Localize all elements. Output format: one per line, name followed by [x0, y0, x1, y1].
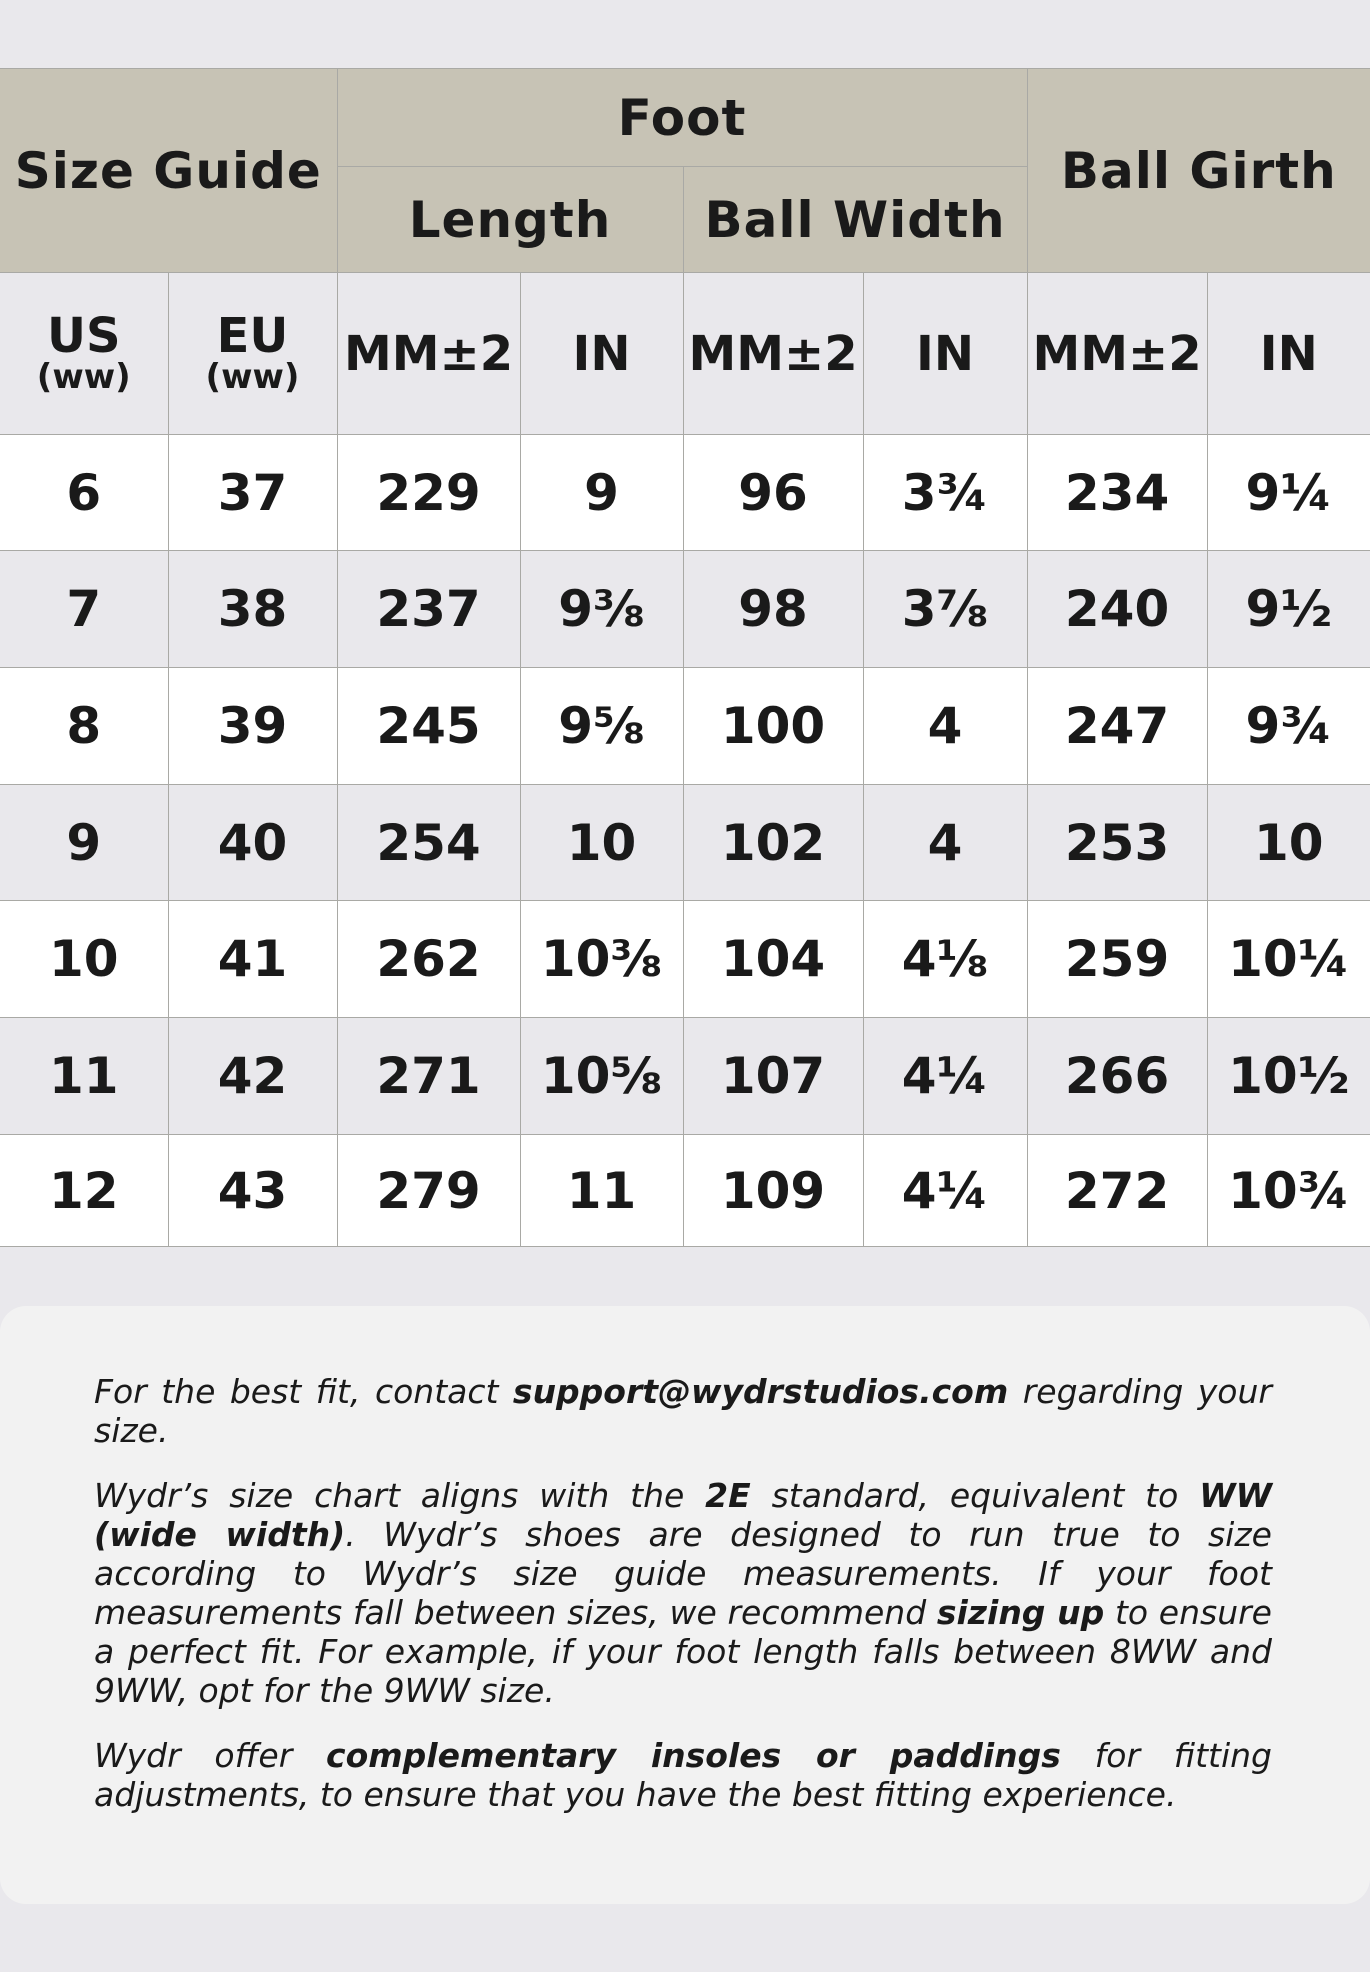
table-row — [0, 668, 1370, 785]
length-in-cell: 9⅜ — [520, 551, 683, 668]
width-in-cell: 3¾ — [863, 435, 1027, 551]
girth-mm-cell: 253 — [1027, 785, 1207, 901]
girth-in-cell: 10¼ — [1207, 901, 1370, 1018]
girth-mm-cell: 266 — [1027, 1018, 1207, 1135]
width-in-cell: 4 — [863, 668, 1027, 785]
us-size-cell: 7 — [0, 551, 168, 668]
girth-in-cell: 9¾ — [1207, 668, 1370, 785]
length-in-cell: 9 — [520, 435, 683, 551]
note-text: standard, equivalent to — [750, 1476, 1200, 1515]
width-mm-header: MM±2 — [683, 273, 863, 435]
length-mm-cell: 262 — [337, 901, 520, 1018]
note-text: to ensure a perfect fit. For example, if your foot length falls between 8WW and 9WW, opt for the 9WW size. — [94, 1593, 1272, 1710]
girth-mm-cell: 247 — [1027, 668, 1207, 785]
note-text: Wydr offer — [94, 1736, 327, 1775]
table-row — [0, 785, 1370, 901]
width-mm-cell: 109 — [683, 1135, 863, 1247]
support-email-link[interactable]: support@wydrstudios.com — [512, 1372, 1009, 1411]
us-ww-label: (ww) — [36, 356, 131, 397]
fit-notes — [94, 1372, 1272, 1840]
note-text: . Wydr’s shoes are designed to run true to size according to Wydr’s size guide measurements. If your foot measurements fall between sizes, we recommend — [94, 1515, 1272, 1632]
eu-size-cell: 43 — [168, 1135, 337, 1247]
eu-size-cell: 40 — [168, 785, 337, 901]
width-in-header: IN — [863, 273, 1027, 435]
table-row — [0, 1135, 1370, 1247]
foot-header: Foot — [337, 69, 1027, 167]
note-insoles — [94, 1736, 1272, 1814]
size-guide-table-wrap — [0, 68, 1370, 1247]
girth-mm-header: MM±2 — [1027, 273, 1207, 435]
length-mm-cell: 245 — [337, 668, 520, 785]
girth-mm-cell: 240 — [1027, 551, 1207, 668]
width-in-cell: 4¼ — [863, 1018, 1027, 1135]
us-size-cell: 10 — [0, 901, 168, 1018]
length-mm-cell: 254 — [337, 785, 520, 901]
eu-size-cell: 41 — [168, 901, 337, 1018]
us-label: US — [46, 307, 121, 364]
eu-ww-label: (ww) — [205, 356, 300, 397]
girth-in-cell: 10 — [1207, 785, 1370, 901]
insoles-term: complementary insoles or paddings — [326, 1736, 1061, 1775]
length-in-cell: 10⅜ — [520, 901, 683, 1018]
eu-size-cell: 39 — [168, 668, 337, 785]
length-mm-header: MM±2 — [337, 273, 520, 435]
width-in-cell: 4¼ — [863, 1135, 1027, 1247]
girth-in-cell: 9½ — [1207, 551, 1370, 668]
eu-column-header — [168, 273, 337, 435]
length-in-cell: 9⅝ — [520, 668, 683, 785]
wide-width-term: WW (wide width) — [94, 1476, 1272, 1554]
girth-in-cell: 10½ — [1207, 1018, 1370, 1135]
us-size-cell: 8 — [0, 668, 168, 785]
table-row — [0, 901, 1370, 1018]
note-text: regarding your size. — [94, 1372, 1272, 1450]
length-mm-cell: 237 — [337, 551, 520, 668]
us-size-cell: 9 — [0, 785, 168, 901]
us-size-cell: 12 — [0, 1135, 168, 1247]
girth-in-header: IN — [1207, 273, 1370, 435]
standard-2e: 2E — [705, 1476, 751, 1515]
note-text: Wydr’s size chart aligns with the — [94, 1476, 706, 1515]
us-size-cell: 6 — [0, 435, 168, 551]
ball-width-header: Ball Width — [683, 167, 1027, 273]
ball-girth-header: Ball Girth — [1027, 69, 1370, 273]
girth-in-cell: 9¼ — [1207, 435, 1370, 551]
fit-notes-card — [0, 1306, 1370, 1904]
note-standard — [94, 1476, 1272, 1710]
size-guide-table — [0, 68, 1370, 1247]
note-text: for fitting adjustments, to ensure that you have the best fitting experience. — [94, 1736, 1272, 1814]
length-in-cell: 10 — [520, 785, 683, 901]
length-mm-cell: 271 — [337, 1018, 520, 1135]
eu-size-cell: 42 — [168, 1018, 337, 1135]
length-in-header: IN — [520, 273, 683, 435]
girth-mm-cell: 234 — [1027, 435, 1207, 551]
girth-mm-cell: 259 — [1027, 901, 1207, 1018]
length-mm-cell: 229 — [337, 435, 520, 551]
width-in-cell: 4⅛ — [863, 901, 1027, 1018]
width-mm-cell: 104 — [683, 901, 863, 1018]
table-row — [0, 551, 1370, 668]
girth-mm-cell: 272 — [1027, 1135, 1207, 1247]
length-in-cell: 10⅝ — [520, 1018, 683, 1135]
length-in-cell: 11 — [520, 1135, 683, 1247]
girth-in-cell: 10¾ — [1207, 1135, 1370, 1247]
width-mm-cell: 96 — [683, 435, 863, 551]
note-text: For the best fit, contact — [94, 1372, 513, 1411]
width-in-cell: 3⅞ — [863, 551, 1027, 668]
width-mm-cell: 102 — [683, 785, 863, 901]
length-mm-cell: 279 — [337, 1135, 520, 1247]
width-mm-cell: 107 — [683, 1018, 863, 1135]
eu-size-cell: 37 — [168, 435, 337, 551]
width-mm-cell: 98 — [683, 551, 863, 668]
us-size-cell: 11 — [0, 1018, 168, 1135]
size-guide-title: Size Guide — [0, 69, 337, 273]
width-mm-cell: 100 — [683, 668, 863, 785]
eu-size-cell: 38 — [168, 551, 337, 668]
us-column-header — [0, 273, 168, 435]
length-header: Length — [337, 167, 683, 273]
table-row — [0, 435, 1370, 551]
sizing-up-term: sizing up — [936, 1593, 1105, 1632]
note-contact — [94, 1372, 1272, 1450]
width-in-cell: 4 — [863, 785, 1027, 901]
table-row — [0, 1018, 1370, 1135]
eu-label: EU — [216, 307, 289, 364]
